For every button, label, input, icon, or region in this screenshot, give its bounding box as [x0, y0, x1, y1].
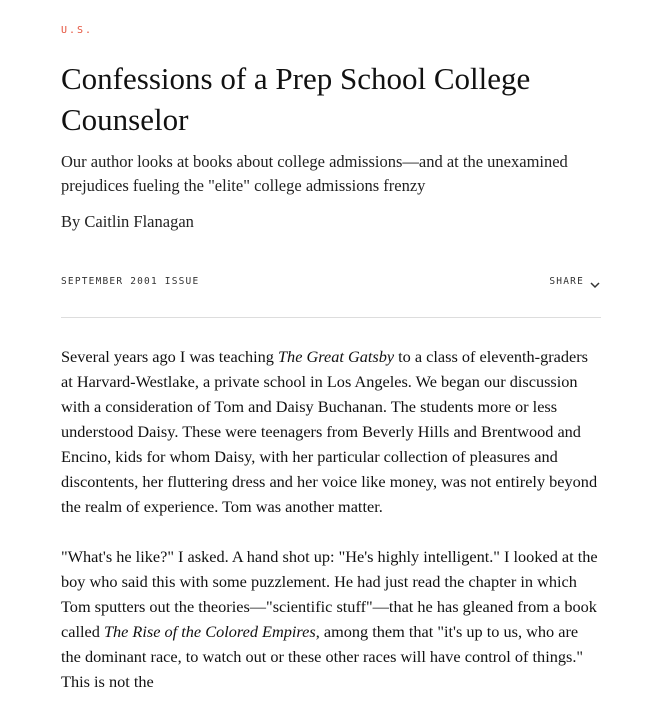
divider — [61, 317, 601, 318]
body-paragraph: "What's he like?" I asked. A hand shot up: "He's highly intelligent." I looked at the boy who said this with some puzzlement. He had just read the chapter in which Tom sputters out the theories—"scientific stuff"—that he has gleaned from a book called The Rise of the Colored Empires, among them that "it's up to us, who are the dominant race, to watch out or these other races will have control of things." This is not the — [61, 547, 598, 691]
book-title: The Rise of the Colored Empires — [103, 622, 316, 641]
headline: Confessions of a Prep School College Counselor — [61, 61, 531, 137]
body-paragraph: Several years ago I was teaching The Great Gatsby to a class of eleventh-graders at Harvard-Westlake, a private school in Los Angeles. We began our discussion with a consideration of Tom and Daisy Buchanan. The students more or less understood Daisy. These were teenagers from Beverly Hills and Brentwood and Encino, kids for whom Daisy, with her particular collection of pleasures and discontents, her fluttering dress and her voice like money, was not entirely beyond the realm of experience. Tom was another matter. — [61, 347, 598, 516]
issue-label[interactable]: SEPTEMBER 2001 ISSUE — [61, 276, 200, 287]
share-label: SHARE — [549, 276, 584, 287]
section-label[interactable]: U.S. — [61, 25, 94, 36]
chevron-down-icon — [589, 277, 601, 287]
byline[interactable]: By Caitlin Flanagan — [61, 212, 194, 231]
article-body — [61, 344, 601, 719]
book-title: The Great Gatsby — [278, 347, 395, 366]
dek: Our author looks at books about college admissions—and at the unexamined prejudices fueling the "elite" college admissions frenzy — [61, 152, 568, 195]
share-button[interactable] — [549, 276, 601, 287]
